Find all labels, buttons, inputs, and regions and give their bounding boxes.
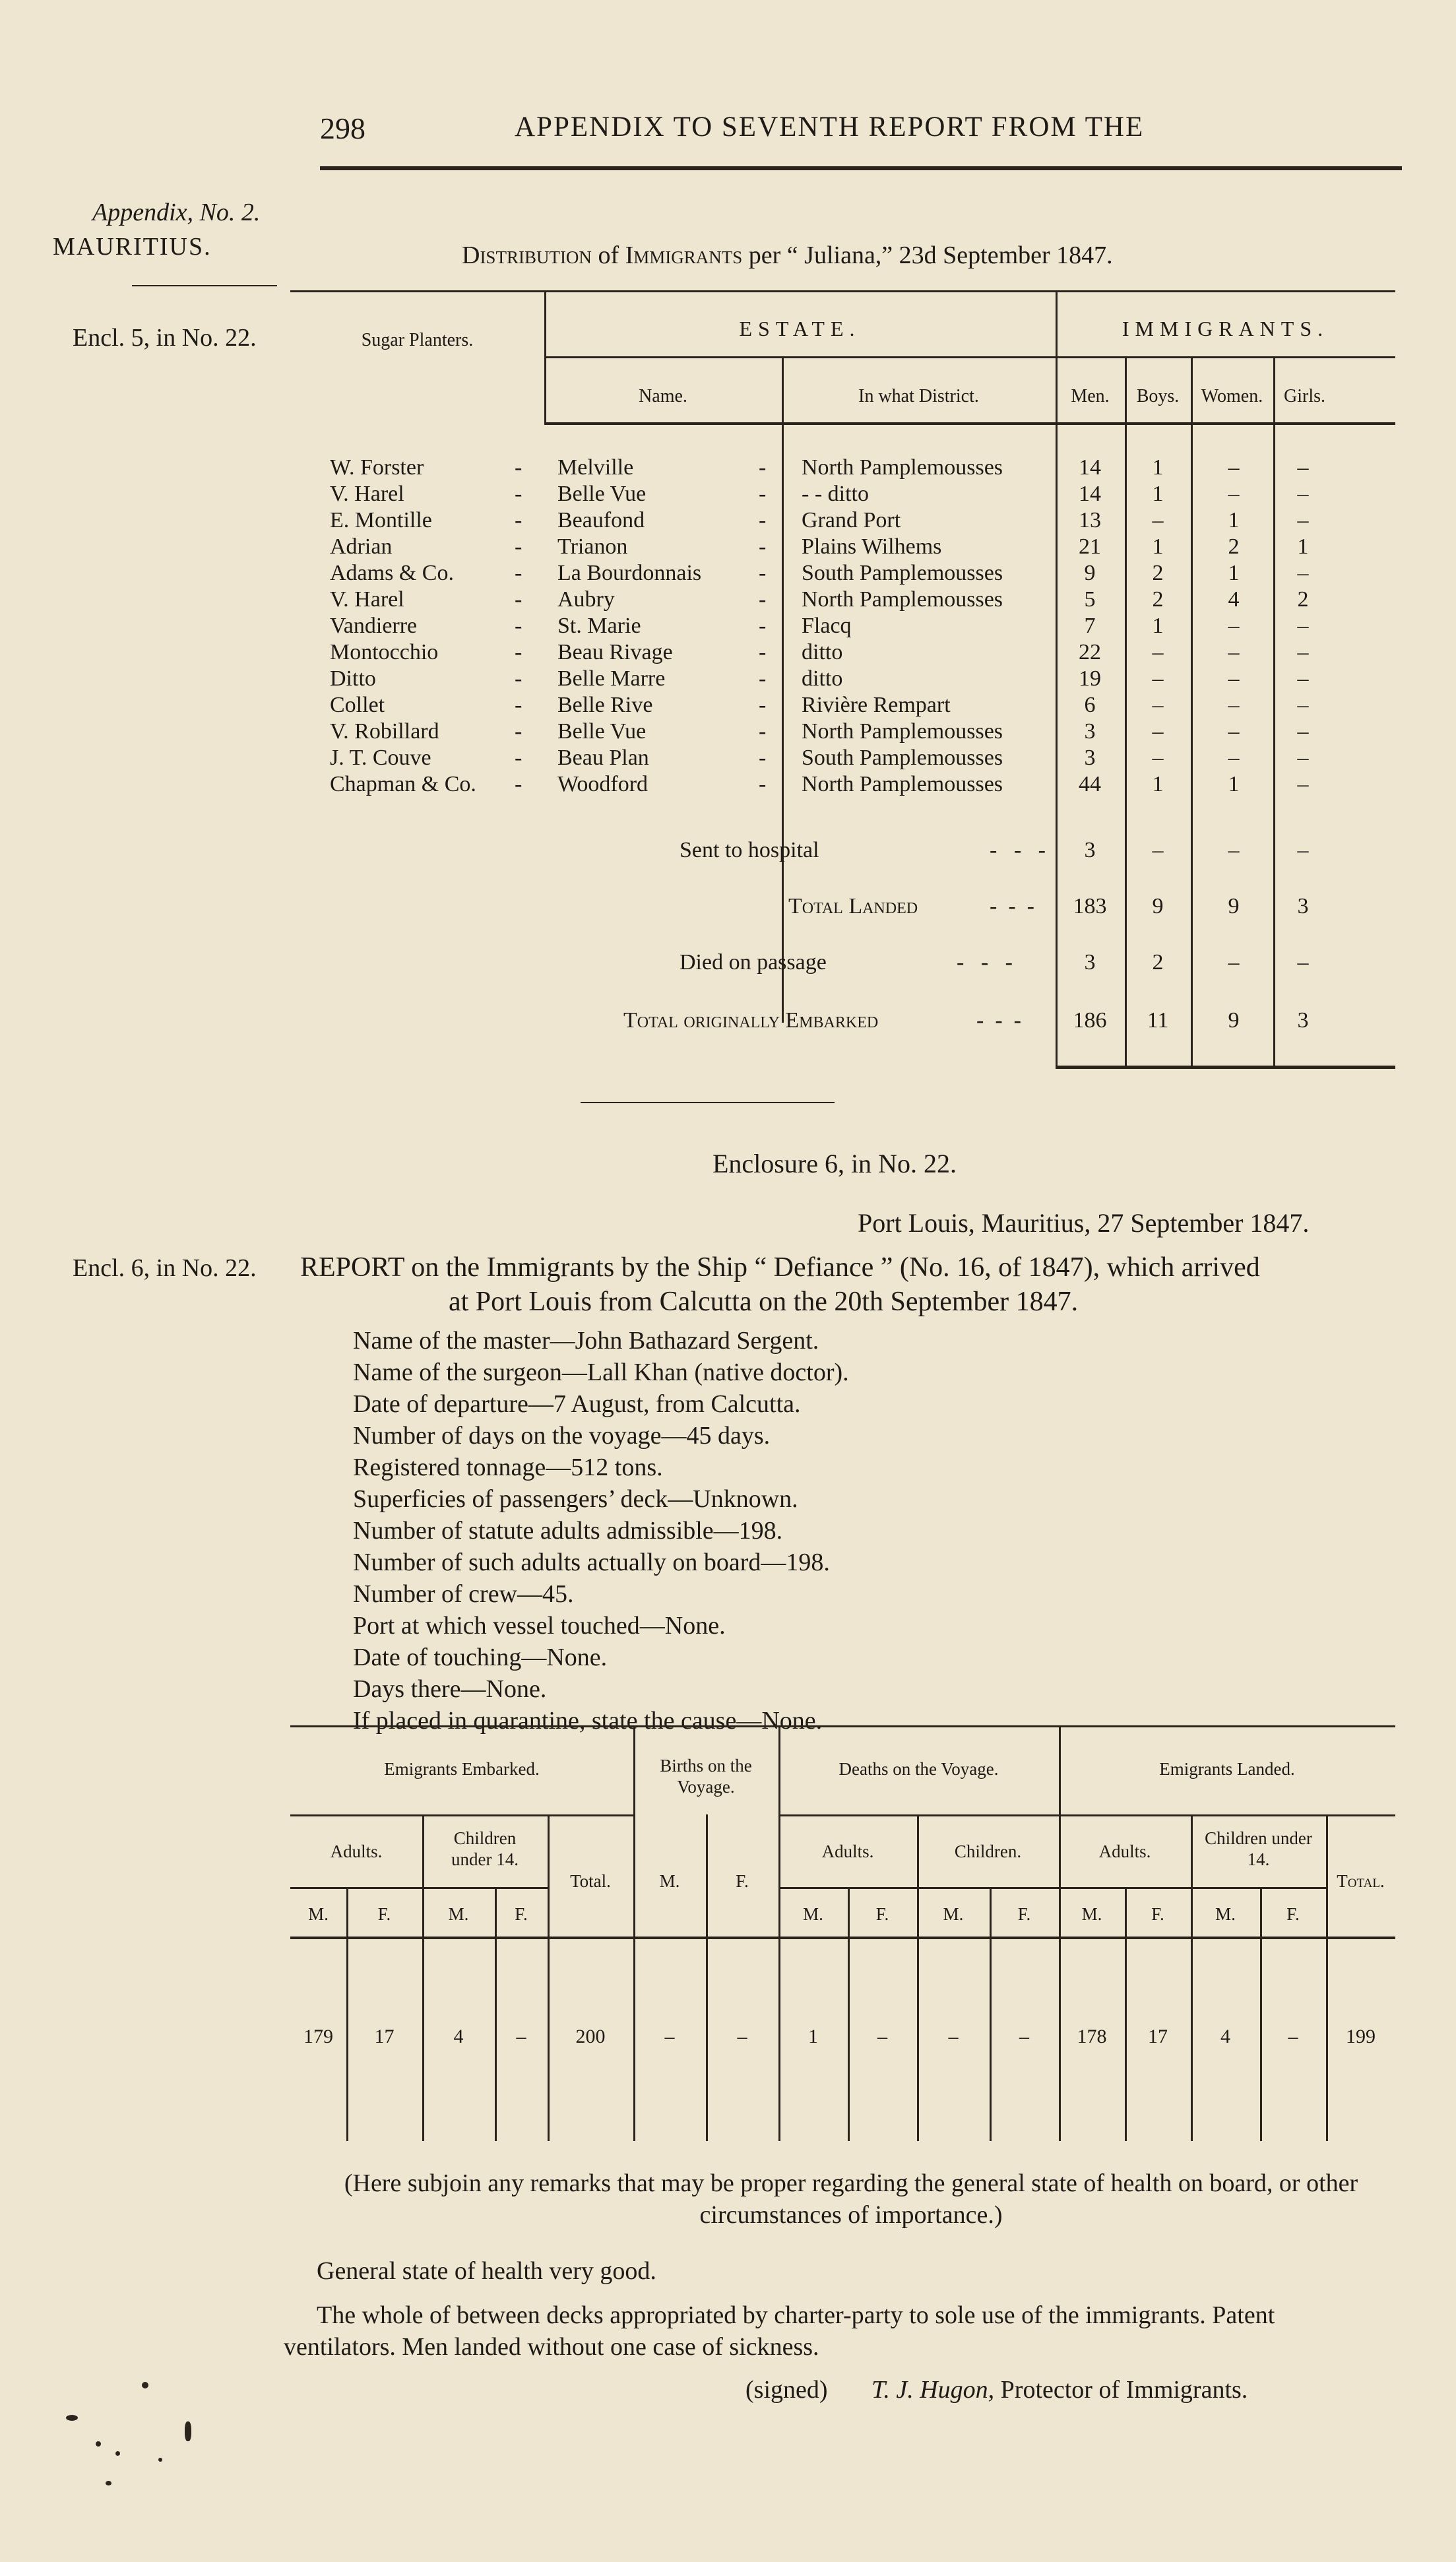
- estate-cell: La Bourdonnais: [557, 561, 702, 585]
- girls-cell: –: [1297, 561, 1309, 585]
- planter-cell: W. Forster: [330, 455, 424, 480]
- report-fact: Port at which vessel touched—None.: [353, 1612, 726, 1640]
- girls-cell: –: [1297, 455, 1309, 480]
- boys-cell: 1: [1152, 455, 1164, 480]
- planter-cell: V. Harel: [330, 587, 404, 612]
- running-title: APPENDIX TO SEVENTH REPORT FROM THE: [515, 112, 1145, 143]
- report-fact: Registered tonnage—512 tons.: [353, 1454, 663, 1481]
- district-cell: Flacq: [802, 614, 852, 638]
- estate-cell: Beaufond: [557, 508, 645, 532]
- district-cell: North Pamplemousses: [802, 455, 1003, 480]
- estate-cell: Belle Rive: [557, 693, 653, 717]
- district-cell: Rivière Rempart: [802, 693, 951, 717]
- men-cell: 3: [1084, 719, 1096, 744]
- distribution-table: Sugar Planters. ESTATE. IMMIGRANTS. Name. In what District. Men. Boys. Women. Girls. W. Forster Melville North Pamplemousses 14 1 – – - - V. Harel Belle Vue - - ditto 14 1 – – - - E. Montille Beaufond Grand Port 13 – 1 – - - Adrian Trianon Plains Wilhems 21 1 2 1 - - Adams & Co. La Bourdonnais South Pamplemousses 9 2 1 – - - V. Harel Aubry North Pamplemousses 5 2 4 2 - - Vandierre St. Marie Flacq 7 1 – – - - Montocchio Beau Rivage ditto 22 – – – - - Ditto Belle Marre ditto 19 – – – - - Collet Belle Rive Rivière Rempart 6 – – – - - V. Robillard Belle Vue North Pamplemousses 3 – – – - - J. T. Couve Beau Plan South Pamplemousses 3 – – – - - Chapman & Co. Woodford North Pamplemousses 44 1 1 – - - Sent to hospital - - - 3 – – – Total Landed - - - 183 9 9 3 Died on passage - - - 3 2 – – Total originally Embarked - - - 186 11 9 3: [290, 290, 1395, 1066]
- boys-cell: 2: [1152, 587, 1164, 612]
- girls-cell: –: [1297, 719, 1309, 744]
- group-header-rule: [544, 356, 1395, 358]
- estate-cell: Beau Plan: [557, 746, 649, 770]
- estate-cell: Melville: [557, 455, 634, 480]
- estate-cell: Belle Marre: [557, 666, 666, 691]
- remarks-instruction: (Here subjoin any remarks that may be proper regarding the general state of health on board, or other circumstances of importance.): [344, 2169, 1358, 2229]
- group-estate: ESTATE.: [739, 317, 861, 340]
- girls-cell: –: [1297, 640, 1309, 664]
- men-cell: 3: [1084, 746, 1096, 770]
- table-top-rule: [290, 290, 1395, 292]
- men-cell: 7: [1084, 614, 1096, 638]
- margin-divider: [132, 285, 277, 286]
- estate-cell: Trianon: [557, 534, 628, 559]
- decks-remark: The whole of between decks appropriated by charter-party to sole use of the immigrants. Patent ventilators. Men landed without one case of sickness.: [284, 2301, 1275, 2361]
- planter-cell: V. Harel: [330, 482, 404, 506]
- planter-cell: V. Robillard: [330, 719, 439, 744]
- girls-cell: –: [1297, 482, 1309, 506]
- planter-cell: Adams & Co.: [330, 561, 454, 585]
- boys-cell: –: [1152, 693, 1164, 717]
- men-cell: 5: [1084, 587, 1096, 612]
- girls-cell: –: [1297, 746, 1309, 770]
- women-cell: –: [1228, 455, 1240, 480]
- report-fact: Days there—None.: [353, 1675, 547, 1703]
- distribution-title: Distribution of Immigrants per “ Juliana,” 23d September 1847.: [462, 241, 1113, 269]
- estate-cell: Belle Vue: [557, 719, 647, 744]
- district-cell: ditto: [802, 666, 843, 691]
- report-fact: Number of days on the voyage—45 days.: [353, 1422, 771, 1450]
- women-cell: –: [1228, 666, 1240, 691]
- boys-cell: –: [1152, 640, 1164, 664]
- col-women: Women.: [1201, 386, 1263, 406]
- summary-label: Sent to hospital: [680, 838, 819, 862]
- girls-cell: –: [1297, 693, 1309, 717]
- district-cell: ditto: [802, 640, 843, 664]
- report-title: REPORT on the Immigrants by the Ship “ Defiance ” (No. 16, of 1847), which arrived at Port Louis from Calcutta on the 20th September 1847.: [300, 1252, 1260, 1317]
- planter-cell: Chapman & Co.: [330, 772, 476, 796]
- boys-cell: –: [1152, 719, 1164, 744]
- col-girls: Girls.: [1284, 386, 1325, 406]
- women-cell: –: [1228, 640, 1240, 664]
- summary-label: Total Landed: [788, 894, 918, 918]
- district-cell: Plains Wilhems: [802, 534, 942, 559]
- boys-cell: 1: [1152, 534, 1164, 559]
- h-births: Births on the Voyage.: [660, 1756, 752, 1797]
- table-row: E. Montille Beaufond Grand Port 13 – 1 – - -: [290, 508, 1395, 538]
- summary-label: Died on passage: [680, 950, 827, 975]
- voyage-table: Emigrants Embarked. Births on the Voyage. Deaths on the Voyage. Emigrants Landed. Adults. Children under 14. Total. M. F. Adults. Children. Adults. Children under 14. Total. M. F. M. F. M. F. M. F. M. F. M. F. 179 17 4 – 200 – – 1 – – – 178 17 4 – 199: [290, 1725, 1395, 2141]
- women-cell: –: [1228, 482, 1240, 506]
- planter-cell: Montocchio: [330, 640, 439, 664]
- boys-cell: 1: [1152, 614, 1164, 638]
- table-row: W. Forster Melville North Pamplemousses 14 1 – – - -: [290, 455, 1395, 486]
- margin-colony: MAURITIUS.: [53, 233, 212, 261]
- district-cell: North Pamplemousses: [802, 719, 1003, 744]
- girls-cell: –: [1297, 614, 1309, 638]
- boys-cell: –: [1152, 746, 1164, 770]
- table-row: J. T. Couve Beau Plan South Pamplemousses 3 – – – - -: [290, 746, 1395, 776]
- table-row: Adams & Co. La Bourdonnais South Pamplemousses 9 2 1 – - -: [290, 561, 1395, 591]
- col-name: Name.: [639, 386, 687, 406]
- h-landed: Emigrants Landed.: [1159, 1759, 1295, 1779]
- header-rule: [320, 166, 1402, 170]
- group-immigrants: IMMIGRANTS.: [1122, 317, 1329, 340]
- men-cell: 9: [1084, 561, 1096, 585]
- summary-label: Total originally Embarked: [623, 1008, 879, 1033]
- report-fact: Superficies of passengers’ deck—Unknown.: [353, 1485, 798, 1513]
- estate-cell: Beau Rivage: [557, 640, 673, 664]
- report-fact: Name of the surgeon—Lall Khan (native doctor).: [353, 1359, 849, 1386]
- estate-cell: Woodford: [557, 772, 649, 796]
- table-row: Chapman & Co. Woodford North Pamplemousses 44 1 1 – - -: [290, 772, 1395, 802]
- women-cell: –: [1228, 614, 1240, 638]
- enclosure-heading: Enclosure 6, in No. 22.: [712, 1149, 957, 1178]
- girls-cell: 2: [1297, 587, 1309, 612]
- women-cell: 1: [1228, 508, 1240, 532]
- report-fact: Date of departure—7 August, from Calcutta.: [353, 1390, 801, 1418]
- women-cell: 4: [1228, 587, 1240, 612]
- district-cell: - - ditto: [802, 482, 869, 506]
- girls-cell: –: [1297, 772, 1309, 796]
- planter-cell: E. Montille: [330, 508, 432, 532]
- report-fact: Number of crew—45.: [353, 1580, 574, 1608]
- margin-appendix: Appendix, No. 2.: [92, 199, 261, 226]
- page-number: 298: [320, 112, 365, 145]
- women-cell: –: [1228, 719, 1240, 744]
- men-cell: 21: [1079, 534, 1101, 559]
- men-cell: 19: [1079, 666, 1101, 691]
- place-date: Port Louis, Mauritius, 27 September 1847.: [858, 1208, 1310, 1238]
- men-cell: 44: [1079, 772, 1101, 796]
- report-fact: Name of the master—John Bathazard Sergent.: [353, 1327, 819, 1355]
- table-row: V. Harel Belle Vue - - ditto 14 1 – – - -: [290, 482, 1395, 512]
- planter-cell: Ditto: [330, 666, 376, 691]
- table-row: Ditto Belle Marre ditto 19 – – – - -: [290, 666, 1395, 697]
- district-cell: South Pamplemousses: [802, 746, 1003, 770]
- men-cell: 14: [1079, 455, 1101, 480]
- col-boys: Boys.: [1136, 386, 1180, 406]
- planter-cell: Vandierre: [330, 614, 418, 638]
- women-cell: –: [1228, 746, 1240, 770]
- planter-cell: Collet: [330, 693, 385, 717]
- men-cell: 14: [1079, 482, 1101, 506]
- district-cell: North Pamplemousses: [802, 772, 1003, 796]
- boys-cell: 1: [1152, 772, 1164, 796]
- report-fact: Number of statute adults admissible—198.: [353, 1517, 783, 1545]
- girls-cell: 1: [1297, 534, 1309, 559]
- table-row: Montocchio Beau Rivage ditto 22 – – – - -: [290, 640, 1395, 670]
- men-cell: 13: [1079, 508, 1101, 532]
- boys-cell: 2: [1152, 561, 1164, 585]
- col-district: In what District.: [858, 386, 979, 406]
- women-cell: 1: [1228, 772, 1240, 796]
- running-header: [0, 111, 1456, 164]
- report-facts: [353, 1325, 849, 1737]
- district-cell: South Pamplemousses: [802, 561, 1003, 585]
- boys-cell: –: [1152, 508, 1164, 532]
- girls-cell: –: [1297, 508, 1309, 532]
- health-remark: General state of health very good.: [317, 2257, 656, 2285]
- h-deaths: Deaths on the Voyage.: [839, 1759, 999, 1779]
- estate-cell: Aubry: [557, 587, 615, 612]
- district-cell: Grand Port: [802, 508, 901, 532]
- table-row: Adrian Trianon Plains Wilhems 21 1 2 1 - -: [290, 534, 1395, 565]
- table-bottom-rule: [1056, 1066, 1395, 1069]
- estate-cell: St. Marie: [557, 614, 641, 638]
- table-row: V. Robillard Belle Vue North Pamplemousses 3 – – – - -: [290, 719, 1395, 750]
- estate-cell: Belle Vue: [557, 482, 647, 506]
- margin-encl5: Encl. 5, in No. 22.: [73, 324, 257, 352]
- district-cell: North Pamplemousses: [802, 587, 1003, 612]
- table-row: Vandierre St. Marie Flacq 7 1 – – - -: [290, 614, 1395, 644]
- men-cell: 6: [1084, 693, 1096, 717]
- table-row: V. Harel Aubry North Pamplemousses 5 2 4 2 - -: [290, 587, 1395, 618]
- women-cell: 2: [1228, 534, 1240, 559]
- col-sugar-planters: Sugar Planters.: [361, 330, 474, 350]
- h-embarked: Emigrants Embarked.: [384, 1759, 540, 1779]
- signature-line: (signed) T. J. Hugon, Protector of Immigrants.: [745, 2376, 1248, 2404]
- girls-cell: –: [1297, 666, 1309, 691]
- column-header-rule: [544, 422, 1395, 425]
- col-men: Men.: [1071, 386, 1110, 406]
- report-fact: If placed in quarantine, state the cause—None.: [353, 1707, 823, 1735]
- margin-encl6: Encl. 6, in No. 22.: [73, 1254, 257, 1282]
- women-cell: 1: [1228, 561, 1240, 585]
- table-row: Collet Belle Rive Rivière Rempart 6 – – – - -: [290, 693, 1395, 723]
- planter-cell: Adrian: [330, 534, 393, 559]
- men-cell: 22: [1079, 640, 1101, 664]
- boys-cell: 1: [1152, 482, 1164, 506]
- planter-cell: J. T. Couve: [330, 746, 431, 770]
- end-rule: [581, 1102, 835, 1103]
- boys-cell: –: [1152, 666, 1164, 691]
- women-cell: –: [1228, 693, 1240, 717]
- report-fact: Number of such adults actually on board—198.: [353, 1549, 830, 1576]
- report-fact: Date of touching—None.: [353, 1644, 608, 1671]
